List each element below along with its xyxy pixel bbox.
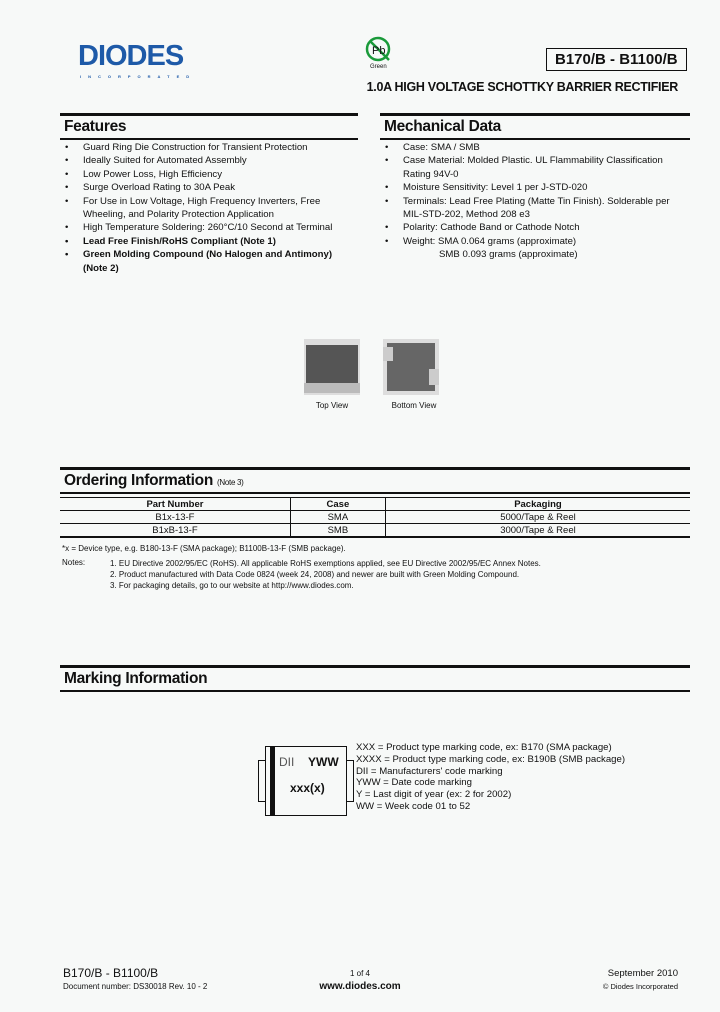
top-view-label: Top View (315, 401, 349, 410)
marking-header (60, 665, 690, 692)
date-code: YWW (308, 755, 339, 769)
table-row (60, 524, 690, 538)
legend-item: XXX = Product type marking code, ex: B170 (SMA package) (356, 742, 612, 753)
package-bottom-view-image (383, 339, 439, 395)
header-cell: Case (290, 498, 385, 511)
list-item: • Terminals: Lead Free Plating (Matte Tin Finish). Solderable per MIL-STD-202, Method 208 e3 (380, 195, 680, 222)
part-number-title: B170/B - B1100/B (546, 48, 687, 71)
diodes-logo: DIODES (78, 40, 184, 72)
mechanical-header (380, 113, 690, 140)
lead-free-icon (365, 36, 393, 64)
note-item: 2. Product manufactured with Data Code 0824 (week 24, 2008) and newer are built with Green Molding Compound. (110, 570, 520, 579)
cell: 3000/Tape & Reel (385, 524, 690, 538)
legend-item: XXXX = Product type marking code, ex: B190B (SMB package) (356, 753, 626, 765)
legend-item: Y = Last digit of year (ex: 2 for 2002) (356, 789, 512, 801)
legend-item: WW = Week code 01 to 52 (356, 800, 471, 812)
footer-date: September 2010 (607, 968, 678, 979)
marking-legend (356, 742, 625, 813)
marking-diagram (265, 746, 347, 816)
ordering-footnote: *x = Device type, e.g. B180-13-F (SMA package); B1100B-13-F (SMB package). (62, 544, 346, 553)
footer-url[interactable]: www.diodes.com (319, 981, 401, 992)
header-cell: Part Number (60, 498, 290, 511)
notes-label: Notes: (62, 558, 86, 567)
table-header-row (60, 498, 690, 511)
footer-page: 1 of 4 (349, 969, 370, 978)
list-item: • Green Molding Compound (No Halogen and Antimony) (Note 2) (60, 248, 350, 275)
package-top-view-image (304, 339, 360, 395)
list-item: • Surge Overload Rating to 30A Peak (60, 181, 350, 194)
list-item: • Lead Free Finish/RoHS Compliant (Note 1) (60, 235, 350, 248)
list-item: • Weight: SMA 0.064 grams (approximate) (380, 235, 680, 248)
features-list (60, 141, 350, 275)
marking-title: Marking Information (64, 670, 208, 687)
notes-list (110, 558, 541, 591)
logo-subtitle: INCORPORATED (80, 74, 197, 79)
ordering-note: (Note 3) (217, 478, 244, 487)
features-header (60, 113, 358, 140)
list-item: • Ideally Suited for Automated Assembly (60, 154, 350, 167)
cell: 5000/Tape & Reel (385, 511, 690, 524)
mechanical-title: Mechanical Data (384, 118, 501, 135)
list-item: • Guard Ring Die Construction for Transient Protection (60, 141, 350, 154)
header-cell: Packaging (385, 498, 690, 511)
note-item: 1. EU Directive 2002/95/EC (RoHS). All applicable RoHS exemptions applied, see EU Directive 2002/95/EC Annex Notes. (110, 559, 541, 568)
ordering-header (60, 467, 690, 494)
note-item: 3. For packaging details, go to our website at http://www.diodes.com. (110, 581, 354, 590)
list-item: • High Temperature Soldering: 260°C/10 Second at Terminal (60, 221, 350, 234)
svg-text:Pb: Pb (372, 45, 386, 57)
legend-item: YWW = Date code marking (356, 777, 472, 789)
table-row (60, 511, 690, 524)
list-item: • Moisture Sensitivity: Level 1 per J-STD-020 (380, 181, 680, 194)
list-item: SMB 0.093 grams (approximate) (439, 249, 578, 261)
list-item: • Case Material: Molded Plastic. UL Flammability Classification Rating 94V-0 (380, 154, 680, 181)
bottom-view-label: Bottom View (391, 401, 437, 410)
list-item: • Case: SMA / SMB (380, 141, 680, 154)
list-item: • Low Power Loss, High Efficiency (60, 168, 350, 181)
cathode-band (270, 747, 275, 815)
cell: SMA (290, 511, 385, 524)
ordering-title: Ordering Information (64, 472, 214, 489)
cell: B1x-13-F (60, 511, 290, 524)
footer-part: B170/B - B1100/B (63, 966, 159, 980)
cell: SMB (290, 524, 385, 538)
legend-item: DII = Manufacturers' code marking (356, 765, 503, 777)
cell: B1xB-13-F (60, 524, 290, 538)
type-code: xxx(x) (290, 781, 325, 795)
footer-copyright: © Diodes Incorporated (602, 982, 678, 991)
list-item: • Polarity: Cathode Band or Cathode Notch (380, 221, 680, 234)
document-subtitle: 1.0A HIGH VOLTAGE SCHOTTKY BARRIER RECTIFIER (366, 80, 678, 94)
features-title: Features (64, 118, 127, 135)
mechanical-list (380, 141, 680, 262)
manufacturer-code: DII (279, 755, 295, 769)
ordering-table (60, 497, 690, 538)
green-label: Green (370, 64, 387, 70)
list-item: • For Use in Low Voltage, High Frequency Inverters, Free Wheeling, and Polarity Protection Application (60, 195, 350, 222)
footer-doc-number: Document number: DS30018 Rev. 10 - 2 (63, 982, 208, 991)
